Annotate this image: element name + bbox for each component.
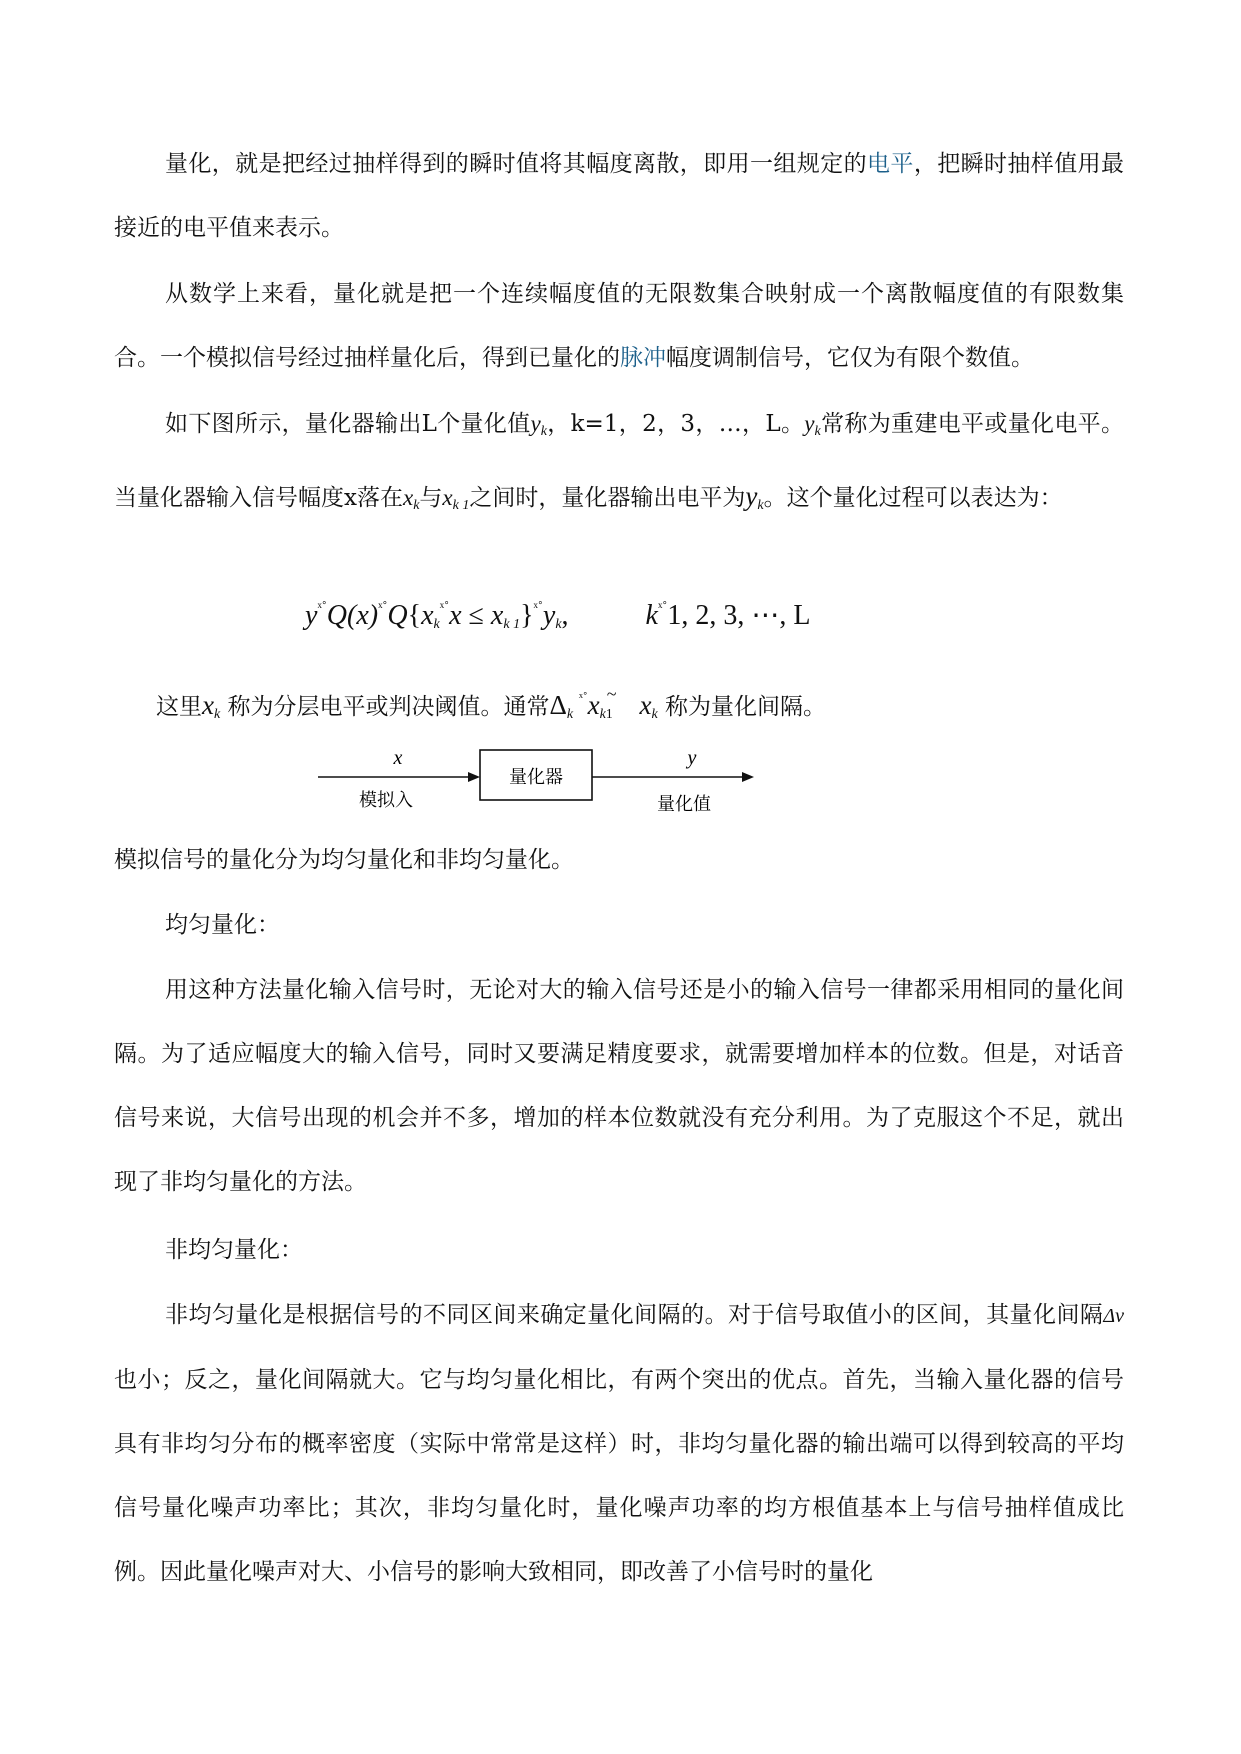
quantizer-label: 量化器: [509, 767, 563, 788]
output-symbol: y: [687, 747, 697, 769]
link-pulse[interactable]: 脉冲: [620, 345, 666, 371]
math-yk: $y_k$: [745, 481, 764, 513]
paragraph-decision-levels: 这里$x_k$ 称为分层电平或判决阈值。通常$\Delta_k$ $^{ˣ˚}x_k1^\sim$ $x_k$ 称为量化间隔。: [156, 684, 827, 722]
math-yk: $y_k$: [530, 411, 547, 439]
math-xk1: $x_{k 1}$: [442, 485, 470, 513]
output-arrow-head: [742, 772, 754, 782]
paragraph-uniform: 用这种方法量化输入信号时，无论对大的输入信号还是小的输入信号一律都采用相同的量化间隔。为了适应幅度大的输入信号，同时又要满足精度要求，就需要增加样本的位数。但是，对话音信号来说，大信号出现的机会并不多，增加的样本位数就没有充分利用。为了克服这个不足，就出现了非均匀量化的方法。: [114, 977, 1124, 1195]
quantization-formula: $y^{ˣ˚}Q(x)^{ˣ˚}Q\{x_k^{ˣ˚}x \le x_{k 1}\}^{ˣ˚}y_k$, $k^{ˣ˚}1$, 2, 3, ⋯, L: [305, 600, 811, 632]
math-delta-def: $^{ˣ˚}x_k1^\sim$ $x_k$: [578, 684, 658, 722]
paragraph-types: 模拟信号的量化分为均匀量化和非均匀量化。: [114, 847, 574, 873]
quantizer-block-diagram: [318, 738, 758, 832]
link-level[interactable]: 电平: [867, 151, 914, 177]
output-label: 量化值: [657, 794, 711, 815]
paragraph-nonuniform: 非均匀量化是根据信号的不同区间来确定量化间隔的。对于信号取值小的区间，其量化间隔Δv也小；反之，量化间隔就大。它与均匀量化相比，有两个突出的优点。首先，当输入量化器的信号具有非均匀分布的概率密度（实际中常常是这样）时，非均匀量化器的输出端可以得到较高的平均信号量化噪声功率比；其次，非均匀量化时，量化噪声功率的均方根值基本上与信号抽样值成比例。因此量化噪声对大、小信号的影响大致相同，即改善了小信号时的量化: [114, 1302, 1124, 1585]
math-delta-v: Δv: [1103, 1305, 1124, 1327]
paragraph-math-view: 从数学上来看，量化就是把一个连续幅度值的无限数集合映射成一个离散幅度值的有限数集合。一个模拟信号经过抽样量化后，得到已量化的脉冲幅度调制信号，它仅为有限个数值。: [114, 281, 1124, 371]
math-xk: $x_k$: [402, 485, 420, 513]
heading-uniform: 均匀量化：: [165, 912, 280, 938]
input-label: 模拟入: [359, 790, 413, 811]
math-xk: $x_k$: [202, 690, 221, 722]
paragraph-quantization-definition: 量化，就是把经过抽样得到的瞬时值将其幅度离散，即用一组规定的电平，把瞬时抽样值用最接近的电平值来表示。: [114, 151, 1125, 241]
input-arrow-head: [468, 772, 480, 782]
math-yk: $y_k$: [804, 411, 821, 439]
paragraph-quantizer-output: 如下图所示，量化器输出L个量化值$y_k$，k=1，2，3，…，L。$y_k$常称为重建电平或量化电平。当量化器输入信号幅度x落在$x_k$与$x_{k 1}$之间时，量化器输出电平为$y_k$。这个量化过程可以表达为：: [114, 411, 1124, 513]
heading-nonuniform: 非均匀量化：: [165, 1237, 303, 1263]
input-symbol: x: [393, 747, 403, 769]
math-delta-k: $\Delta_k$: [549, 690, 574, 722]
